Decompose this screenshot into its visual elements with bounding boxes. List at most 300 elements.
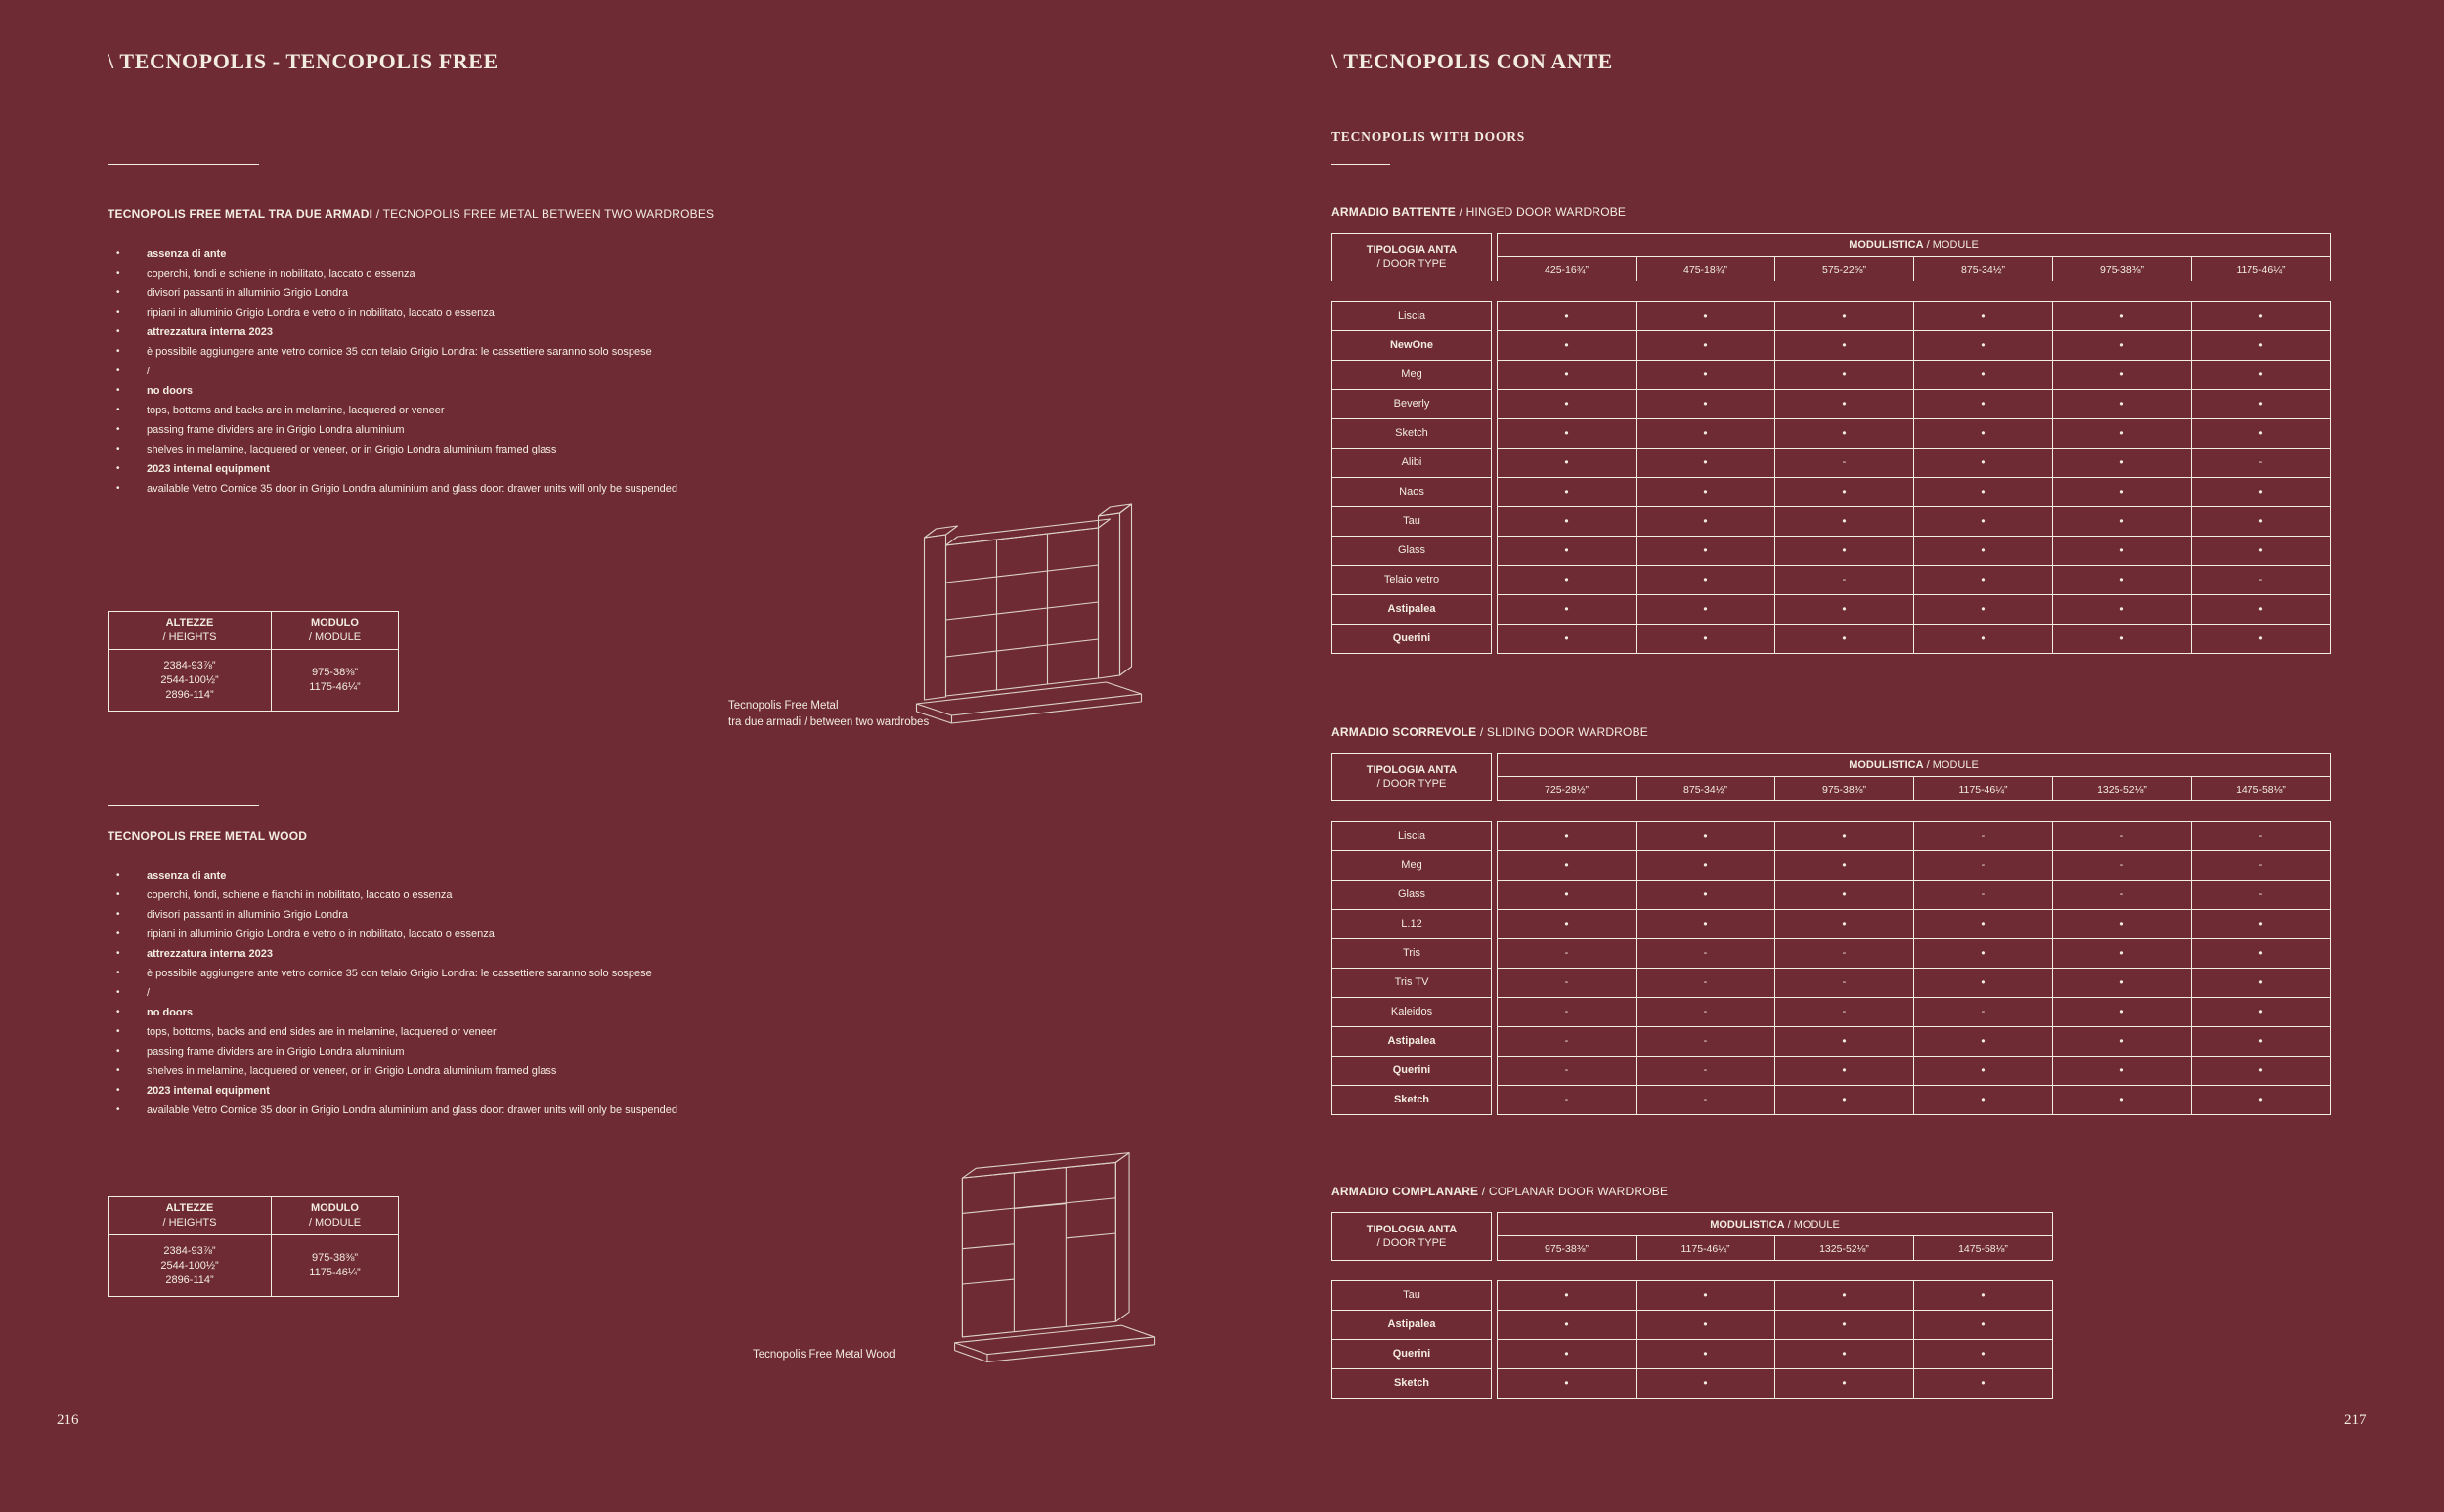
height-value: 2384-93⅞”: [163, 1244, 216, 1257]
row-label-cell: Alibi: [1331, 448, 1492, 478]
availability-cell: •: [2191, 418, 2331, 449]
availability-cell: •: [1497, 1368, 1637, 1399]
row-label-cell: Liscia: [1331, 821, 1492, 851]
door-type-header-cell: [1331, 1212, 1492, 1261]
row-label-cell: Tris: [1331, 938, 1492, 969]
row-label-cell: Astipalea: [1331, 1310, 1492, 1340]
availability-cell: •: [1774, 389, 1914, 419]
page-number-left: 216: [57, 1412, 79, 1428]
section-heading-rest: / TECNOPOLIS FREE METAL BETWEEN TWO WARDROBES: [372, 207, 715, 221]
bullet-item: [108, 342, 919, 362]
availability-cell: •: [2191, 389, 2331, 419]
door-type-label-en: / DOOR TYPE: [1376, 778, 1447, 790]
row-label-cell: Querini: [1331, 1056, 1492, 1086]
door-type-label-it: TIPOLOGIA ANTA: [1366, 1224, 1458, 1235]
table-row: [1331, 594, 2331, 625]
bullet-marker: •: [116, 268, 120, 279]
section-heading-sliding: [1331, 725, 1648, 739]
availability-cell: •: [1636, 1280, 1775, 1311]
bullet-text: è possibile aggiungere ante vetro cornice 35 con telaio Grigio Londra: le cassettiere saranno solo sospese: [147, 968, 652, 979]
table-row: [1331, 1085, 2331, 1115]
table-row: [1331, 1056, 2331, 1086]
matrix-header: [1331, 753, 2331, 801]
availability-cell: •: [1774, 821, 1914, 851]
availability-cell: •: [1774, 909, 1914, 939]
bullet-text: assenza di ante: [147, 870, 227, 882]
door-type-header-cell: [1331, 753, 1492, 801]
availability-cell: -: [1636, 1056, 1775, 1086]
availability-cell: •: [1497, 389, 1637, 419]
availability-cell: •: [1913, 448, 2053, 478]
availability-cell: •: [1913, 418, 2053, 449]
row-label-cell: Meg: [1331, 360, 1492, 390]
module-value: 975-38⅜”: [311, 667, 359, 678]
heights-values-cell: [108, 1234, 272, 1297]
availability-cell: •: [1774, 624, 1914, 654]
availability-cell: •: [1636, 1339, 1775, 1369]
column-header-cell: 975-38⅜”: [1497, 1235, 1637, 1261]
availability-cell: •: [2191, 1085, 2331, 1115]
section-heading-rest: / HINGED DOOR WARDROBE: [1455, 205, 1627, 219]
availability-cell: •: [2052, 909, 2192, 939]
bullet-marker: •: [116, 968, 120, 978]
bullet-text: /: [147, 987, 151, 999]
caption-line: Tecnopolis Free Metal: [728, 700, 839, 712]
column-header-cell: 1175-46¼”: [2191, 256, 2331, 281]
availability-cell: •: [1913, 1339, 2053, 1369]
row-cells: [1497, 624, 2331, 654]
table-row: [1331, 821, 2331, 851]
bullet-text: /: [147, 366, 151, 377]
bullet-item: [108, 964, 919, 983]
availability-cell: •: [2191, 997, 2331, 1027]
table-row: [1331, 938, 2331, 969]
bullet-text: tops, bottoms, backs and end sides are in melamine, lacquered or veneer: [147, 1026, 497, 1038]
section-heading-hinged: [1331, 205, 1626, 219]
availability-cell: •: [1913, 1085, 2053, 1115]
availability-cell: •: [1913, 938, 2053, 969]
page-number-right: 217: [2344, 1412, 2367, 1428]
bullet-marker: •: [116, 1065, 120, 1076]
availability-cell: -: [2052, 850, 2192, 881]
column-header-cell: 1325-52⅛”: [2052, 776, 2192, 801]
availability-cell: -: [1497, 1085, 1637, 1115]
availability-cell: •: [1913, 565, 2053, 595]
module-value: 975-38⅜”: [311, 1252, 359, 1264]
row-label-cell: Telaio vetro: [1331, 565, 1492, 595]
bullet-marker: •: [116, 287, 120, 298]
availability-cell: -: [1913, 880, 2053, 910]
availability-cell: •: [1913, 1026, 2053, 1057]
module-label-en: / MODULE: [1923, 239, 1979, 251]
height-value: 2896-114”: [165, 1274, 214, 1286]
bullet-item: [108, 264, 919, 283]
module-values-cell: [271, 649, 399, 712]
availability-cell: •: [1497, 1339, 1637, 1369]
module-title-cell: [1497, 753, 2331, 777]
availability-cell: •: [2052, 938, 2192, 969]
row-cells: [1497, 850, 2331, 881]
availability-cell: •: [1497, 1310, 1637, 1340]
table-row: [1331, 418, 2331, 449]
module-header-cell: [271, 1196, 399, 1235]
bullet-item: [108, 983, 919, 1003]
column-header-row: [1497, 1235, 2053, 1261]
section-heading-bold: TECNOPOLIS FREE METAL TRA DUE ARMADI: [108, 207, 373, 221]
availability-cell: •: [1774, 1026, 1914, 1057]
availability-cell: •: [1913, 968, 2053, 998]
divider-line: [108, 164, 259, 165]
availability-cell: •: [1497, 330, 1637, 361]
module-header: [1497, 233, 2331, 281]
row-cells: [1497, 1280, 2053, 1311]
table-row: [1331, 1280, 2053, 1311]
matrix-body: [1331, 301, 2331, 654]
module-label-it: MODULO: [311, 617, 359, 628]
availability-cell: •: [2052, 418, 2192, 449]
bullet-marker: •: [116, 248, 120, 259]
availability-cell: •: [1774, 301, 1914, 331]
bullet-marker: •: [116, 444, 120, 454]
availability-cell: •: [1497, 477, 1637, 507]
availability-cell: -: [1913, 997, 2053, 1027]
matrix-header: [1331, 233, 2331, 281]
page-title-left: \ TECNOPOLIS - TENCOPOLIS FREE: [108, 49, 499, 73]
bullet-marker: •: [116, 307, 120, 318]
availability-cell: •: [1636, 821, 1775, 851]
row-label-cell: Glass: [1331, 880, 1492, 910]
availability-cell: -: [1774, 968, 1914, 998]
bullet-item: [108, 401, 919, 420]
module-header-cell: [271, 611, 399, 650]
table-row: [1331, 850, 2331, 881]
availability-cell: •: [1913, 506, 2053, 537]
availability-cell: •: [1636, 330, 1775, 361]
availability-cell: •: [1497, 565, 1637, 595]
table-row: [1331, 477, 2331, 507]
dimensions-table-body: [108, 1234, 399, 1297]
bullet-item: [108, 1022, 919, 1042]
table-row: [1331, 301, 2331, 331]
module-title-cell: [1497, 233, 2331, 257]
heights-label-it: ALTEZZE: [165, 1202, 214, 1214]
availability-cell: •: [1774, 1310, 1914, 1340]
availability-cell: •: [2052, 1056, 2192, 1086]
availability-cell: •: [2191, 477, 2331, 507]
bullet-text: 2023 internal equipment: [147, 463, 270, 475]
availability-cell: •: [1913, 1368, 2053, 1399]
availability-cell: -: [1913, 821, 2053, 851]
availability-cell: -: [1497, 1026, 1637, 1057]
wardrobe-illustration-free-metal-wood: [934, 1120, 1183, 1399]
availability-cell: •: [2191, 301, 2331, 331]
table-row: [1331, 330, 2331, 361]
availability-cell: -: [1636, 997, 1775, 1027]
height-value: 2384-93⅞”: [163, 659, 216, 671]
bullet-text: divisori passanti in alluminio Grigio Londra: [147, 287, 349, 299]
availability-cell: -: [1636, 938, 1775, 969]
availability-cell: -: [1636, 1085, 1775, 1115]
row-label-cell: L.12: [1331, 909, 1492, 939]
availability-cell: -: [1774, 938, 1914, 969]
row-cells: [1497, 1085, 2331, 1115]
row-label-cell: Beverly: [1331, 389, 1492, 419]
bullet-text: shelves in melamine, lacquered or veneer, or in Grigio Londra aluminium framed glass: [147, 1065, 557, 1077]
row-label-cell: Sketch: [1331, 418, 1492, 449]
column-header-row: [1497, 256, 2331, 281]
bullet-marker: •: [116, 405, 120, 415]
availability-cell: •: [1913, 1056, 2053, 1086]
availability-cell: -: [1497, 968, 1637, 998]
module-label-it: MODULISTICA: [1710, 1219, 1785, 1231]
bullet-marker: •: [116, 1046, 120, 1057]
heights-label-en: / HEIGHTS: [162, 1217, 217, 1229]
table-row: [1331, 536, 2331, 566]
availability-cell: •: [1636, 880, 1775, 910]
bullet-text: ripiani in alluminio Grigio Londra e vetro o in nobilitato, laccato o essenza: [147, 929, 495, 940]
section-heading-free-metal: [108, 207, 714, 221]
bullet-text: available Vetro Cornice 35 door in Grigio Londra aluminium and glass door: drawer units will only be suspended: [147, 1104, 677, 1116]
availability-cell: •: [1497, 624, 1637, 654]
availability-cell: •: [1497, 301, 1637, 331]
availability-cell: •: [2191, 1056, 2331, 1086]
module-label-en: / MODULE: [308, 631, 362, 643]
table-row: [1331, 880, 2331, 910]
availability-cell: •: [1636, 1368, 1775, 1399]
availability-cell: -: [1774, 565, 1914, 595]
availability-cell: •: [1636, 418, 1775, 449]
heights-values-cell: [108, 649, 272, 712]
column-header-cell: 425-16¾”: [1497, 256, 1637, 281]
availability-cell: •: [1774, 360, 1914, 390]
door-type-header-cell: [1331, 233, 1492, 281]
bullet-item: [108, 944, 919, 964]
row-cells: [1497, 821, 2331, 851]
bullet-marker: •: [116, 929, 120, 939]
availability-cell: -: [2052, 880, 2192, 910]
dimensions-table-body: [108, 649, 399, 712]
module-header: [1497, 753, 2331, 801]
coplanar-door-table: [1331, 1212, 2053, 1399]
divider-line: [1331, 164, 1390, 165]
bullet-text: no doors: [147, 385, 194, 397]
availability-cell: •: [1774, 1056, 1914, 1086]
module-value: 1175-46¼”: [309, 681, 361, 693]
module-label-en: / MODULE: [1923, 759, 1979, 771]
availability-cell: •: [1636, 360, 1775, 390]
section-heading-bold: ARMADIO BATTENTE: [1331, 205, 1456, 219]
column-header-cell: 1175-46¼”: [1913, 776, 2053, 801]
availability-cell: •: [2191, 536, 2331, 566]
bullet-text: assenza di ante: [147, 248, 227, 260]
availability-cell: •: [2052, 968, 2192, 998]
row-cells: [1497, 938, 2331, 969]
row-cells: [1497, 594, 2331, 625]
availability-cell: •: [1913, 909, 2053, 939]
availability-cell: •: [2052, 1085, 2192, 1115]
availability-cell: •: [1774, 477, 1914, 507]
row-cells: [1497, 506, 2331, 537]
bullet-text: ripiani in alluminio Grigio Londra e vetro o in nobilitato, laccato o essenza: [147, 307, 495, 319]
availability-cell: •: [1913, 594, 2053, 625]
bullet-item: [108, 1061, 919, 1081]
row-cells: [1497, 968, 2331, 998]
availability-cell: -: [2191, 565, 2331, 595]
bullet-marker: •: [116, 1026, 120, 1037]
availability-cell: •: [1913, 301, 2053, 331]
availability-cell: •: [1497, 1280, 1637, 1311]
availability-cell: •: [1913, 536, 2053, 566]
availability-cell: •: [1636, 909, 1775, 939]
table-row: [1331, 909, 2331, 939]
bullet-item: [108, 1003, 919, 1022]
availability-cell: •: [2052, 360, 2192, 390]
bullet-item: [108, 283, 919, 303]
module-label-it: MODULISTICA: [1849, 759, 1924, 771]
bullet-text: coperchi, fondi e schiene in nobilitato, laccato o essenza: [147, 268, 415, 280]
bullet-item: [108, 866, 919, 886]
availability-cell: •: [1497, 418, 1637, 449]
availability-cell: •: [2191, 1026, 2331, 1057]
column-header-cell: 875-34½”: [1636, 776, 1775, 801]
bullet-text: attrezzatura interna 2023: [147, 326, 273, 338]
bullet-marker: •: [116, 1007, 120, 1017]
row-label-cell: Tau: [1331, 1280, 1492, 1311]
availability-cell: •: [2191, 594, 2331, 625]
availability-cell: -: [1497, 1056, 1637, 1086]
availability-cell: •: [2191, 330, 2331, 361]
row-cells: [1497, 536, 2331, 566]
row-cells: [1497, 448, 2331, 478]
availability-cell: -: [2191, 880, 2331, 910]
availability-cell: •: [2052, 506, 2192, 537]
availability-cell: •: [1774, 1368, 1914, 1399]
availability-cell: •: [1636, 565, 1775, 595]
wardrobe-illustration-free-metal: [904, 477, 1183, 770]
bullet-marker: •: [116, 909, 120, 920]
availability-cell: •: [2052, 477, 2192, 507]
module-label-it: MODULO: [311, 1202, 359, 1214]
row-label-cell: Sketch: [1331, 1085, 1492, 1115]
row-label-cell: Querini: [1331, 1339, 1492, 1369]
row-cells: [1497, 360, 2331, 390]
availability-cell: •: [1497, 594, 1637, 625]
availability-cell: •: [1636, 301, 1775, 331]
bullet-marker: •: [116, 1085, 120, 1096]
illustration-caption-free-metal: [728, 698, 929, 731]
availability-cell: •: [1497, 909, 1637, 939]
page-subtitle-right: TECNOPOLIS WITH DOORS: [1331, 129, 1526, 144]
feature-list-free-metal-wood: [108, 866, 919, 1120]
availability-cell: -: [1774, 997, 1914, 1027]
availability-cell: •: [2191, 938, 2331, 969]
availability-cell: •: [1636, 477, 1775, 507]
door-type-label-en: / DOOR TYPE: [1376, 1237, 1447, 1249]
availability-cell: -: [1636, 968, 1775, 998]
bullet-item: [108, 1101, 919, 1120]
column-header-cell: 725-28½”: [1497, 776, 1637, 801]
table-row: [1331, 1339, 2053, 1369]
row-cells: [1497, 880, 2331, 910]
availability-cell: •: [1774, 594, 1914, 625]
availability-cell: -: [1774, 448, 1914, 478]
availability-cell: •: [1913, 1280, 2053, 1311]
availability-cell: •: [1636, 1310, 1775, 1340]
availability-cell: •: [2052, 301, 2192, 331]
row-cells: [1497, 1310, 2053, 1340]
availability-cell: •: [1636, 506, 1775, 537]
availability-cell: •: [1774, 1280, 1914, 1311]
availability-cell: -: [1497, 938, 1637, 969]
bullet-text: shelves in melamine, lacquered or veneer, or in Grigio Londra aluminium framed glass: [147, 444, 557, 455]
availability-cell: •: [2052, 624, 2192, 654]
bullet-text: divisori passanti in alluminio Grigio Londra: [147, 909, 349, 921]
bullet-item: [108, 381, 919, 401]
availability-cell: •: [1497, 506, 1637, 537]
bullet-text: passing frame dividers are in Grigio Londra aluminium: [147, 1046, 405, 1058]
row-label-cell: Astipalea: [1331, 1026, 1492, 1057]
hinged-door-table: [1331, 233, 2331, 654]
caption-line: tra due armadi / between two wardrobes: [728, 716, 930, 728]
column-header-cell: 1475-58⅛”: [2191, 776, 2331, 801]
door-type-label-en: / DOOR TYPE: [1376, 258, 1447, 270]
dimensions-table-free-metal-wood: [108, 1196, 399, 1297]
availability-cell: •: [1636, 448, 1775, 478]
heights-header-cell: [108, 1196, 272, 1235]
table-row: [1331, 360, 2331, 390]
table-row: [1331, 448, 2331, 478]
section-heading-coplanar: [1331, 1185, 1668, 1198]
bullet-marker: •: [116, 870, 120, 881]
availability-cell: •: [2191, 624, 2331, 654]
availability-cell: -: [2052, 821, 2192, 851]
table-row: [1331, 997, 2331, 1027]
matrix-body: [1331, 1280, 2053, 1399]
row-label-cell: Glass: [1331, 536, 1492, 566]
row-label-cell: Querini: [1331, 624, 1492, 654]
row-cells: [1497, 565, 2331, 595]
row-cells: [1497, 1339, 2053, 1369]
section-heading-rest: / COPLANAR DOOR WARDROBE: [1478, 1185, 1669, 1198]
availability-cell: •: [2191, 909, 2331, 939]
bullet-text: attrezzatura interna 2023: [147, 948, 273, 960]
heights-header-cell: [108, 611, 272, 650]
column-header-cell: 475-18¾”: [1636, 256, 1775, 281]
bullet-item: [108, 362, 919, 381]
availability-cell: •: [2191, 968, 2331, 998]
row-cells: [1497, 1026, 2331, 1057]
module-title-cell: [1497, 1212, 2053, 1236]
row-cells: [1497, 997, 2331, 1027]
table-row: [1331, 1026, 2331, 1057]
sliding-door-table: [1331, 753, 2331, 1115]
bullet-item: [108, 323, 919, 342]
availability-cell: -: [1497, 997, 1637, 1027]
row-cells: [1497, 1056, 2331, 1086]
door-type-label-it: TIPOLOGIA ANTA: [1366, 244, 1458, 256]
height-value: 2896-114”: [165, 688, 214, 701]
row-cells: [1497, 909, 2331, 939]
availability-cell: •: [2052, 594, 2192, 625]
table-row: [1331, 968, 2331, 998]
column-header-cell: 1475-58⅛”: [1913, 1235, 2053, 1261]
availability-cell: •: [1913, 1310, 2053, 1340]
bullet-item: [108, 303, 919, 323]
row-cells: [1497, 1368, 2053, 1399]
row-label-cell: Sketch: [1331, 1368, 1492, 1399]
bullet-text: coperchi, fondi, schiene e fianchi in nobilitato, laccato o essenza: [147, 889, 453, 901]
row-cells: [1497, 330, 2331, 361]
